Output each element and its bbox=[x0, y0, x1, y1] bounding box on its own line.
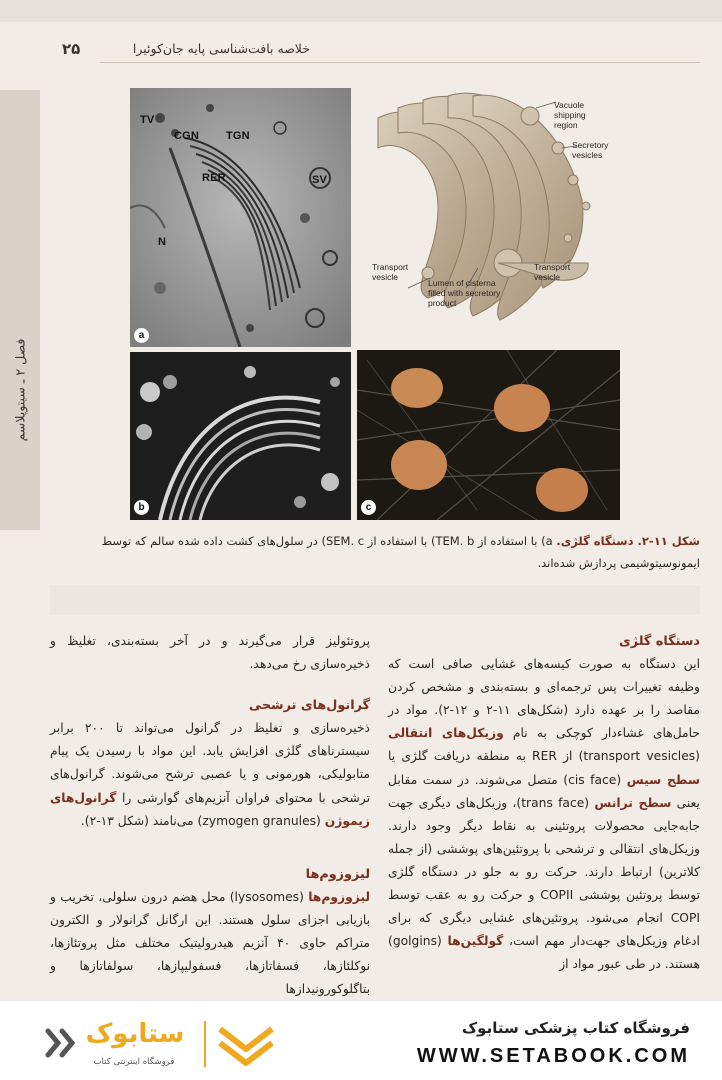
setabook-logo[interactable] bbox=[40, 1013, 290, 1073]
keyword-golgins: گولگین‌ها bbox=[447, 934, 504, 949]
chapter-side-tab bbox=[0, 90, 40, 530]
granules-text-2: (zymogen granules) می‌نامند (شکل ۱۳-۲). bbox=[80, 813, 325, 828]
label-transport-vesicle-left: Transport vesicle bbox=[372, 262, 409, 282]
keyword-lysosomes: لیزوزوم‌ها bbox=[308, 889, 370, 904]
label-vacuole: Vacuole shipping region bbox=[554, 100, 586, 130]
panel-letter-c: c bbox=[361, 500, 376, 515]
label-lumen: Lumen of cisterna filled with secretory product bbox=[428, 278, 501, 308]
paragraph-lysosomes bbox=[50, 886, 370, 1000]
keyword-transport-vesicles: وزیکل‌های انتقالی bbox=[388, 726, 504, 741]
micrograph-immunostain-image bbox=[357, 350, 620, 520]
panel-letter-a: a bbox=[134, 328, 149, 343]
golgi-diagram bbox=[358, 88, 620, 347]
golgi-text-3: (cis face) متصل می‌شوند. در سمت مقابل یعنی bbox=[388, 772, 700, 810]
text-column-right bbox=[388, 630, 700, 976]
golgi-text-4: (trans face)، وزیکل‌های دیگری جهت جابه‌جایی محصولات پروتئینی به نقاط دیگر وجود دارند. وزیکل‌های انتقالی و ترشحی با پروتئین‌های پوششی (از جمله کلاترین) ارتباط دارند. حرکت رو به جلو در دستگاه گلژی توسط پروتئین پوششی COPII و حرکت رو به عقب توسط COPI انجام می‌شود. پروتئین‌های غشایی دیگری که برای ادغام وزیکل‌های جهت‌دار مهم است، bbox=[388, 795, 700, 949]
page-number: ۲۵ bbox=[62, 40, 81, 58]
label-n: N bbox=[158, 236, 167, 248]
text-column-left bbox=[50, 630, 370, 1000]
logo-tagline: فروشگاه اینترنتی کتاب bbox=[93, 1057, 175, 1067]
paragraph-proteolysis: پروتئولیز قرار می‌گیرند و در آخر بسته‌بندی، تغلیظ و ذخیره‌سازی رخ می‌دهد. bbox=[50, 634, 370, 672]
shop-title: فروشگاه کتاب پزشکی ستابوک bbox=[461, 1019, 690, 1037]
micrograph-sem bbox=[130, 352, 351, 520]
golgi-text-1: این دستگاه به صورت کیسه‌های غشایی صافی است که وظیفه تغییرات پس ترجمه‌ای و بسته‌بندی و مشخص کردن مقاصد را بر عهده دارد (شکل‌های ۱۱-۲ و ۱۲-۲). مواد در حامل‌های غشاءدار کوچکی به نام bbox=[388, 657, 700, 741]
chapter-label: فصل ۲ ـ سیتوپلاسم bbox=[12, 338, 28, 442]
top-strip bbox=[0, 0, 722, 22]
micrograph-immunostain bbox=[357, 350, 620, 520]
caption-title: شکل ۱۱-۲. دستگاه گلژی. bbox=[556, 534, 700, 548]
panel-letter-b: b bbox=[134, 500, 149, 515]
faded-bleed-through bbox=[50, 585, 700, 615]
header-rule bbox=[100, 62, 700, 63]
heading-secretory-granules: گرانول‌های ترشحی bbox=[248, 698, 370, 714]
label-sv: SV bbox=[312, 174, 328, 186]
keyword-trans-face: سطح ترانس bbox=[594, 795, 672, 810]
caption-text: a) با استفاده از TEM. b) با استفاده از SEM. c) در سلول‌های کشت داده شده سالم که توسط ایمونوسیتوشیمی پردازش شده‌اند. bbox=[101, 534, 700, 570]
golgi-text-2: (transport vesicles) از RER به منطقه دریافت گلژی یا bbox=[388, 749, 700, 764]
logo-name: ستابوک bbox=[85, 1019, 185, 1049]
micrograph-tem bbox=[130, 88, 351, 347]
shop-url-link[interactable]: WWW.SETABOOK.COM bbox=[416, 1045, 690, 1067]
heading-golgi: دستگاه گلژی bbox=[619, 634, 700, 649]
golgi-text-5: (golgins) هستند. در طی عبور مواد از bbox=[388, 934, 700, 972]
paragraph-golgi bbox=[388, 653, 700, 976]
label-tv: TV bbox=[140, 114, 155, 126]
keyword-cis-face: سطح سیس bbox=[626, 772, 700, 787]
label-transport-vesicle-right: Transport vesicle bbox=[534, 262, 571, 282]
micrograph-tem-image bbox=[130, 88, 351, 347]
keyword-zymogen-granules: گرانول‌های زیموژن bbox=[50, 790, 370, 828]
micrograph-sem-image bbox=[130, 352, 351, 520]
label-secretory-vesicles: Secretory vesicles bbox=[572, 140, 609, 160]
heading-lysosomes: لیزوزوم‌ها bbox=[305, 866, 370, 882]
store-footer-banner bbox=[0, 1000, 722, 1080]
label-tgn: TGN bbox=[226, 130, 250, 142]
book-title: خلاصه بافت‌شناسی پایه جان‌کوئیرا bbox=[132, 41, 310, 56]
label-cgn: CGN bbox=[174, 130, 200, 142]
granules-text-1: ذخیره‌سازی و تغلیظ در گرانول می‌تواند تا ۲۰۰ برابر سیسترناهای گلژی افزایش یابد. این مواد با رسیدن یک پیام متابولیکی، هورمونی و یا عصبی ترشح می‌شوند. گرانول‌های ترشحی با محتوای فراوان آنزیم‌های گوارشی را bbox=[50, 721, 370, 805]
label-rer: RER bbox=[202, 172, 226, 184]
lysosomes-text: (lysosomes) محل هضم درون سلولی، تخریب و بازیابی اجزای سلول هستند. این ارگانل گرانولار و الکترون متراکم حاوی ۴۰ آنزیم هیدرولیتیک مختلف مثل پروتئازها، نوکلئازها، فسفاتازها، فسفولیپازها، سولفاتازها و بتاگلوکورونیدازها bbox=[50, 889, 370, 997]
paragraph-secretory-granules bbox=[50, 717, 370, 832]
figure-caption bbox=[48, 530, 700, 574]
